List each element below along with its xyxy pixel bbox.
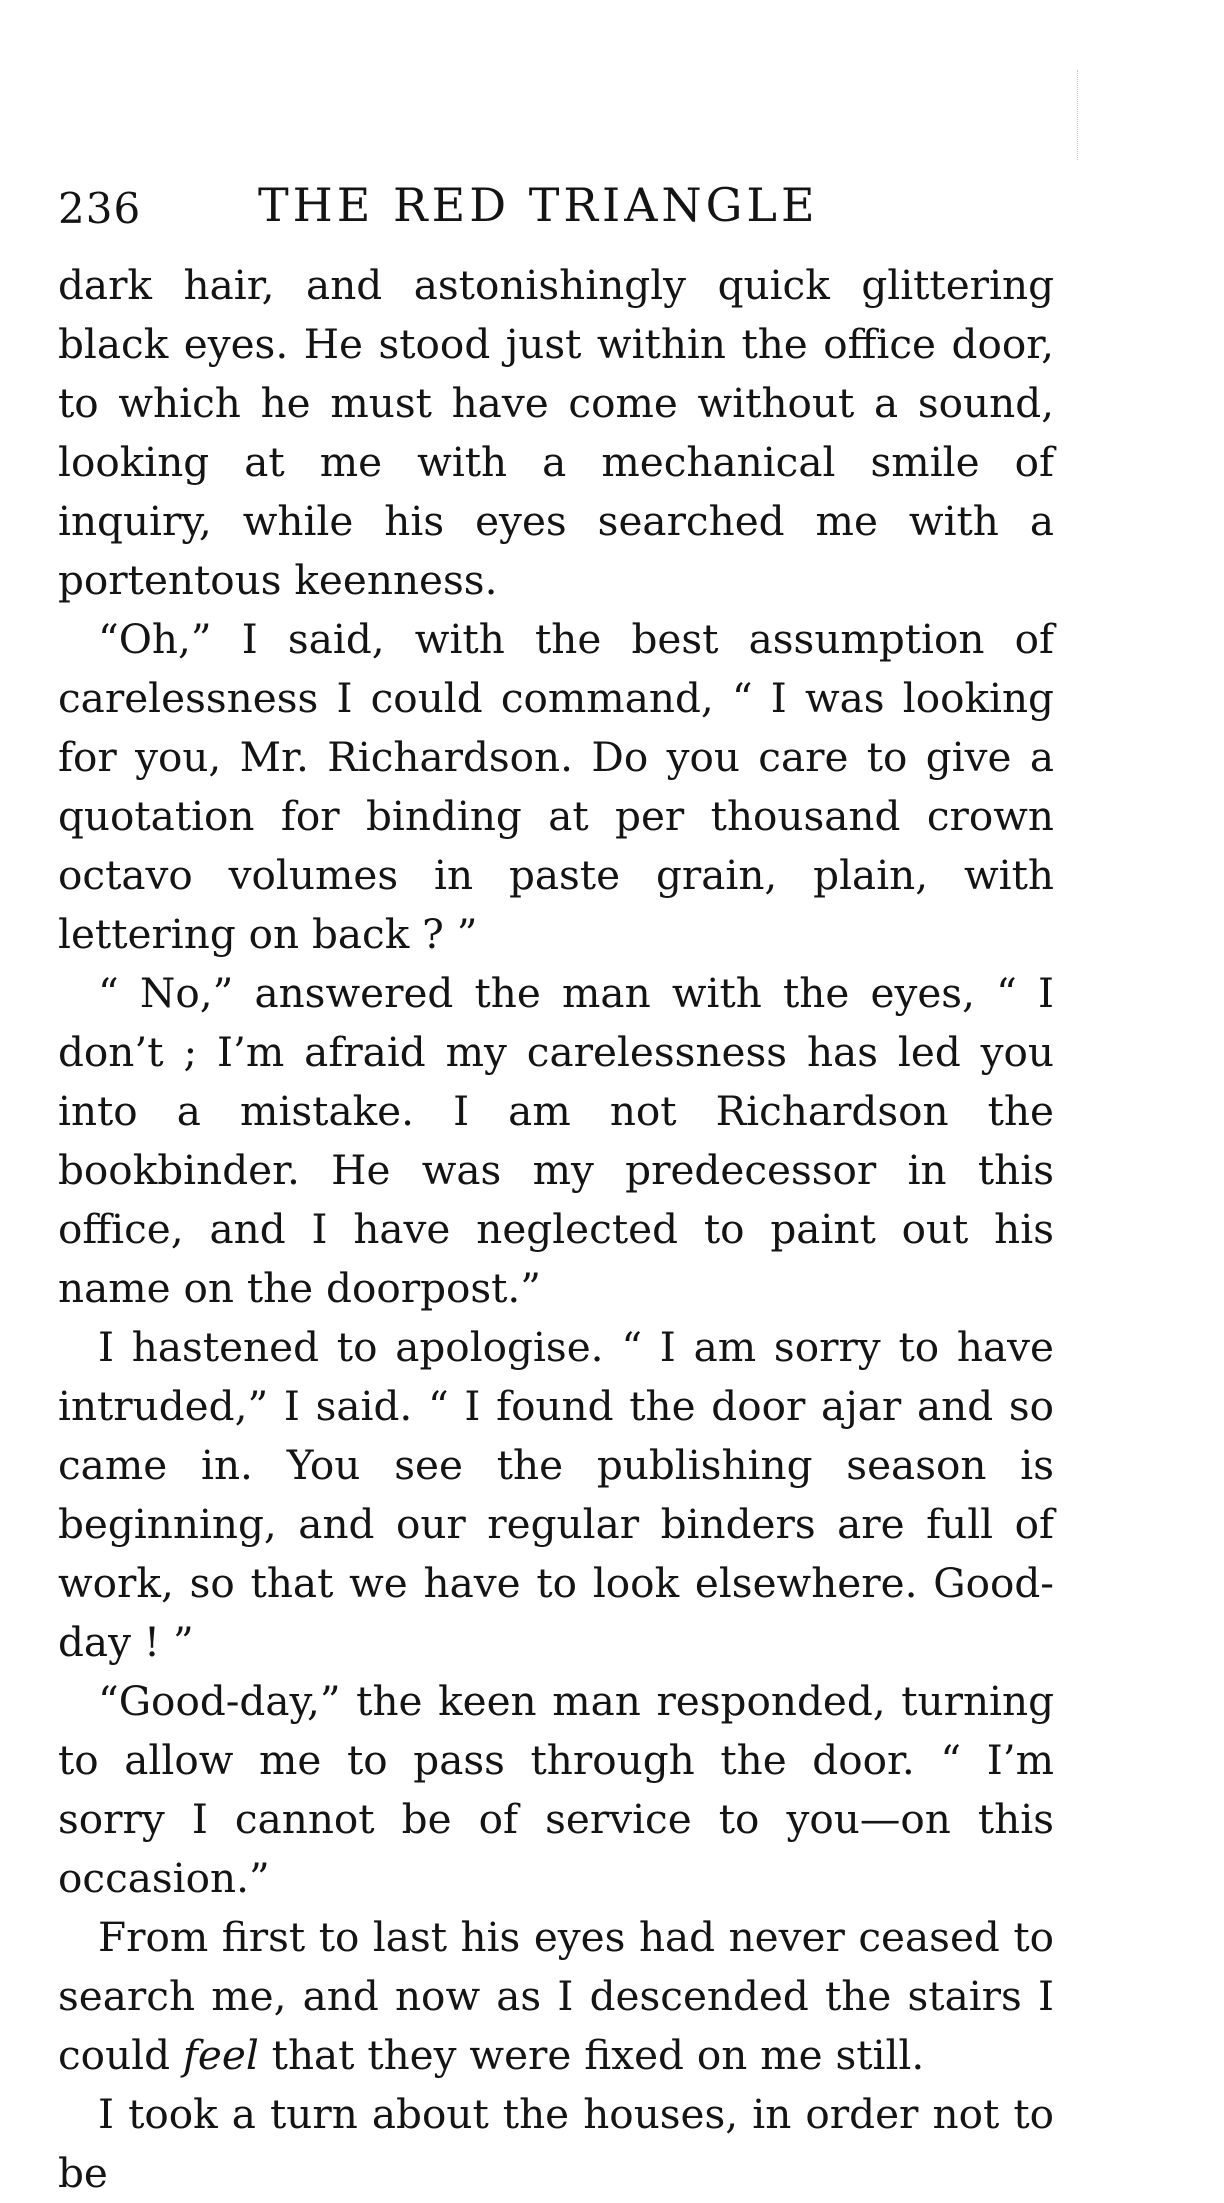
book-page [58,178,1054,2203]
paragraph-7: I took a turn about the houses, in order not to be [58,2090,1054,2197]
paragraph-4: I hastened to apologise. “ I am sorry to have intruded,” I said. “ I found the door ajar and so came in. You see the publishing season is beginning, and our regular binders are full of work, so that we have to look elsewhere. Good-day ! ” [58,1323,1054,1666]
paragraph-3: “ No,” answered the man with the eyes, “ I don’t ; I’m afraid my carelessness has led you into a mistake. I am not Richardson the bookbinder. He was my predecessor in this office, and I have neglected to paint out his name on the doorpost.” [58,969,1054,1312]
page-number: 236 [58,184,142,233]
paragraph-5: “Good-day,” the keen man responded, turning to allow me to pass through the door. “ I’m sorry I cannot be of service to you—on this occasion.” [58,1677,1054,1902]
body-text [58,256,1054,2203]
page-edge-specks [1077,70,1082,160]
running-head [58,178,1054,242]
paragraph-2: “Oh,” I said, with the best assumption of carelessness I could command, “ I was looking for you, Mr. Richardson. Do you care to give a quotation for binding at per thousand crown octavo volumes in paste grain, plain, with lettering on back ? ” [58,615,1054,958]
paragraph-6 [58,1908,1054,2085]
running-title: THE RED TRIANGLE [258,178,819,232]
paragraph-6-before: From first to last his eyes had never ceased to search me, and now as I descended the stairs I could [58,1913,1054,2079]
paragraph-6-after: that they were fixed on me still. [258,2031,925,2079]
paragraph-6-italic: feel [182,2031,259,2079]
paragraph-1: dark hair, and astonishingly quick glittering black eyes. He stood just within the office door, to which he must have come without a sound, looking at me with a mechanical smile of inquiry, while his eyes searched me with a portentous keenness. [58,261,1054,604]
